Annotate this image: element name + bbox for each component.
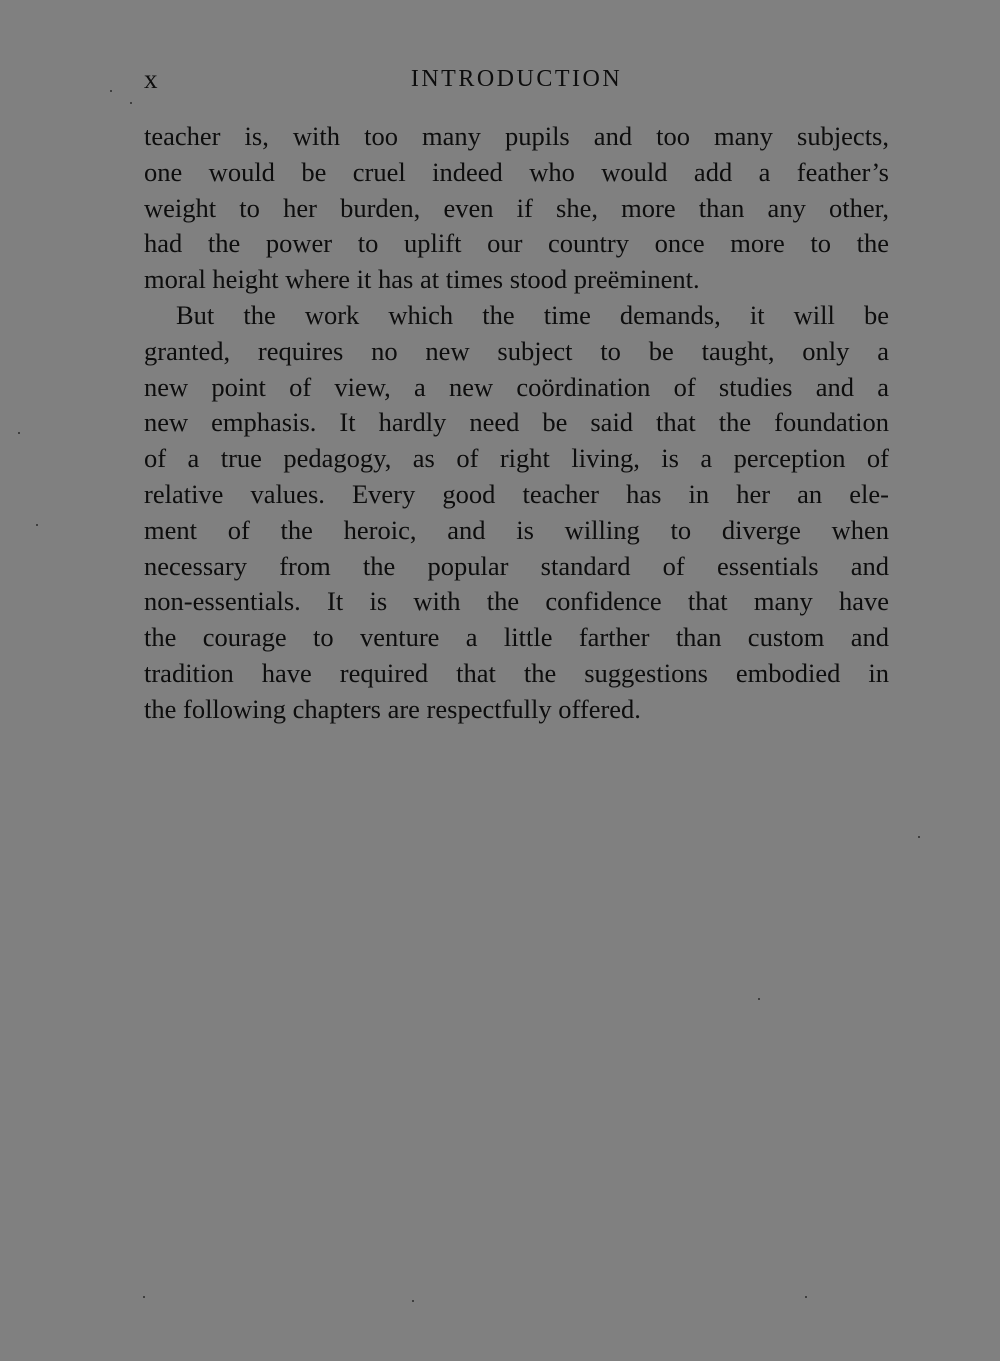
text-line: new point of view, a new coördination of studies and a	[144, 371, 889, 402]
body-text	[144, 119, 889, 728]
scan-speck	[412, 1300, 414, 1302]
scan-speck	[918, 836, 920, 838]
text-line: weight to her burden, even if she, more than any other,	[144, 192, 889, 223]
running-head: INTRODUCTION	[410, 66, 623, 92]
scan-speck	[110, 90, 112, 92]
text-line: of a true pedagogy, as of right living, is a perception of	[144, 443, 889, 474]
text-line: granted, requires no new subject to be taught, only a	[144, 335, 889, 366]
text-line: the courage to venture a little farther than custom and	[144, 622, 889, 653]
text-line: tradition have required that the suggestions embodied in	[144, 657, 889, 688]
scan-speck	[758, 998, 760, 1000]
text-line: But the work which the time demands, it will be	[176, 299, 889, 330]
text-line: the following chapters are respectfully offered.	[144, 693, 641, 724]
text-line: teacher is, with too many pupils and too many subjects,	[144, 121, 889, 151]
text-line: moral height where it has at times stood preëminent.	[144, 264, 700, 295]
text-line: ment of the heroic, and is willing to diverge when	[144, 514, 889, 545]
text-line: one would be cruel indeed who would add a feather’s	[144, 156, 889, 187]
page-header	[144, 64, 889, 104]
text-line: had the power to uplift our country once more to the	[144, 228, 889, 259]
scan-speck	[36, 524, 38, 526]
page-number: x	[144, 64, 159, 94]
scan-speck	[805, 1296, 807, 1298]
scan-speck	[130, 102, 132, 104]
text-line: necessary from the popular standard of essentials and	[144, 550, 889, 581]
scan-speck	[143, 1296, 145, 1298]
text-line: new emphasis. It hardly need be said that the foundation	[144, 407, 889, 438]
scan-speck	[18, 432, 20, 434]
text-line: relative values. Every good teacher has in her an ele-	[144, 478, 889, 509]
text-line: non-essentials. It is with the confidence that many have	[144, 586, 889, 617]
